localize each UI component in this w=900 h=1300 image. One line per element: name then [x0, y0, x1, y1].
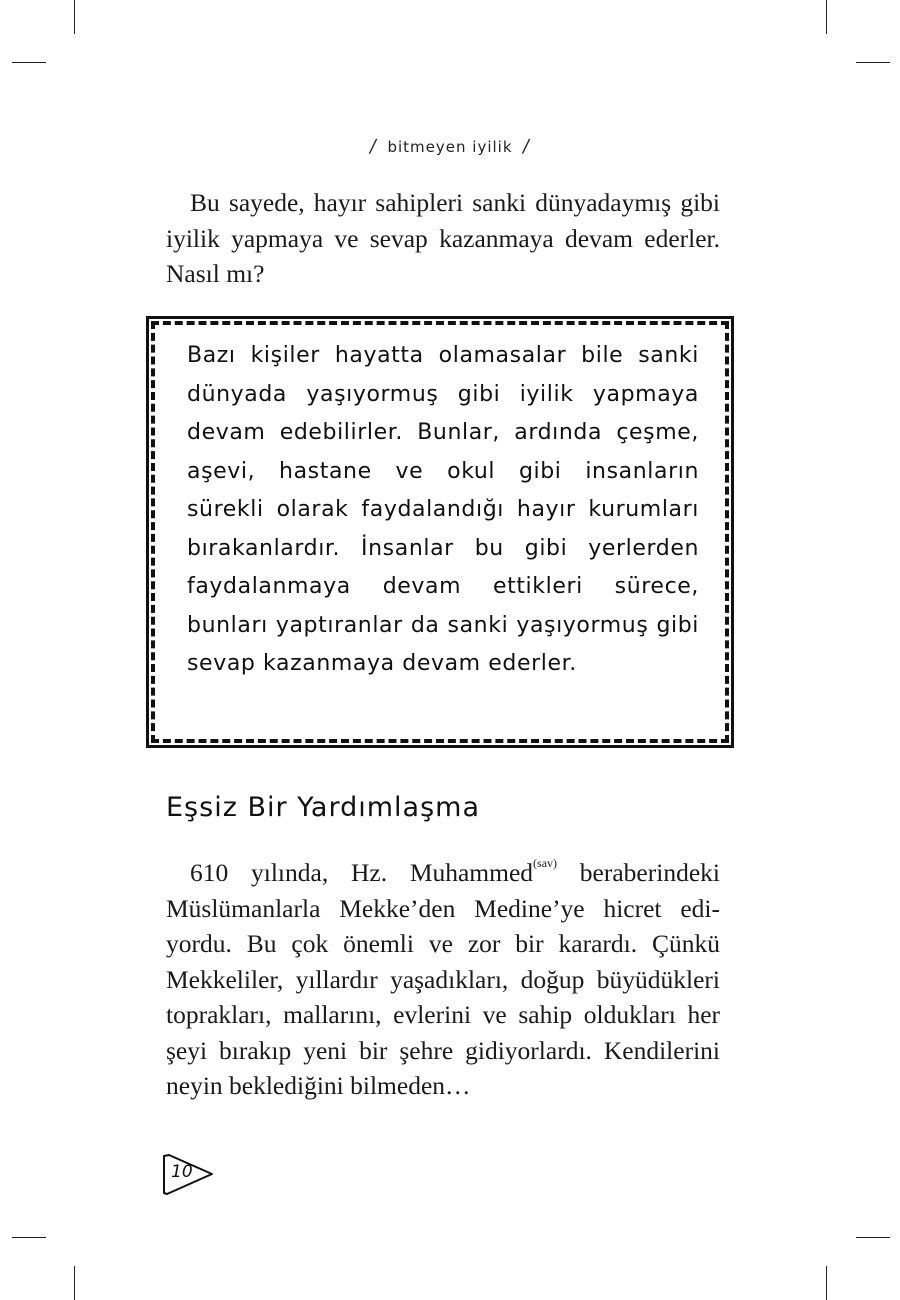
hijra-text-start: 610 yılında, Hz. Muhammed — [190, 858, 534, 887]
honorific-superscript: (sav) — [533, 856, 558, 870]
crop-mark-bottom-right — [826, 1266, 827, 1300]
callout-box — [146, 316, 734, 748]
callout-text: Bazı kişiler hayatta olamasalar bile sanki dünyada yaşıyormuş gibi iyilik yapmaya devam edebilirler. Bunlar, ardında çeşme, aşevi, hastane ve okul gibi insanların sürekli olarak faydalandığı hayır kurumları bırakanlardır. İnsanlar bu gibi yerlerden faydalanmaya devam ettikleri sürece, bunları yaptıranlar da sanki yaşıyormuş gibi sevap kazanmaya devam ederler. — [187, 343, 699, 676]
page-number-badge — [160, 1152, 216, 1198]
slash-ornament-left: / — [368, 136, 380, 157]
slash-ornament-right: / — [520, 136, 532, 157]
running-head-text: bitmeyen iyilik — [387, 138, 513, 156]
hijra-paragraph — [166, 855, 720, 1104]
crop-mark-bottom-left — [74, 1266, 75, 1300]
section-heading: Eşsiz Bir Yardımlaşma — [166, 792, 481, 823]
page-number: 10 — [171, 1162, 193, 1182]
hijra-text-rest: beraberindeki Müslümanlarla Mekke’den Medine’ye hicret ediyordu. Bu çok önemli ve zor bir karardı. Çünkü Mekkeliler, yıllardır yaşadıkları, doğup büyüdükleri toprakları, mallarını, evlerini ve sahip oldukları her şeyi bırakıp yeni bir şehre gidiyorlardı. Kendilerini neyin beklediğini bilmeden… — [166, 858, 720, 1100]
crop-mark-left-top — [12, 62, 46, 63]
crop-mark-right-bottom — [856, 1237, 890, 1238]
crop-mark-top-left — [74, 0, 75, 34]
crop-mark-left-bottom — [12, 1237, 46, 1238]
intro-paragraph: Bu sayede, hayır sahipleri sanki dünyadaymış gibi iyilik yapmaya ve sevap kazanmaya devam ederler. Nasıl mı? — [166, 188, 720, 288]
running-head — [0, 136, 900, 157]
crop-mark-top-right — [826, 0, 827, 34]
crop-mark-right-top — [856, 62, 890, 63]
